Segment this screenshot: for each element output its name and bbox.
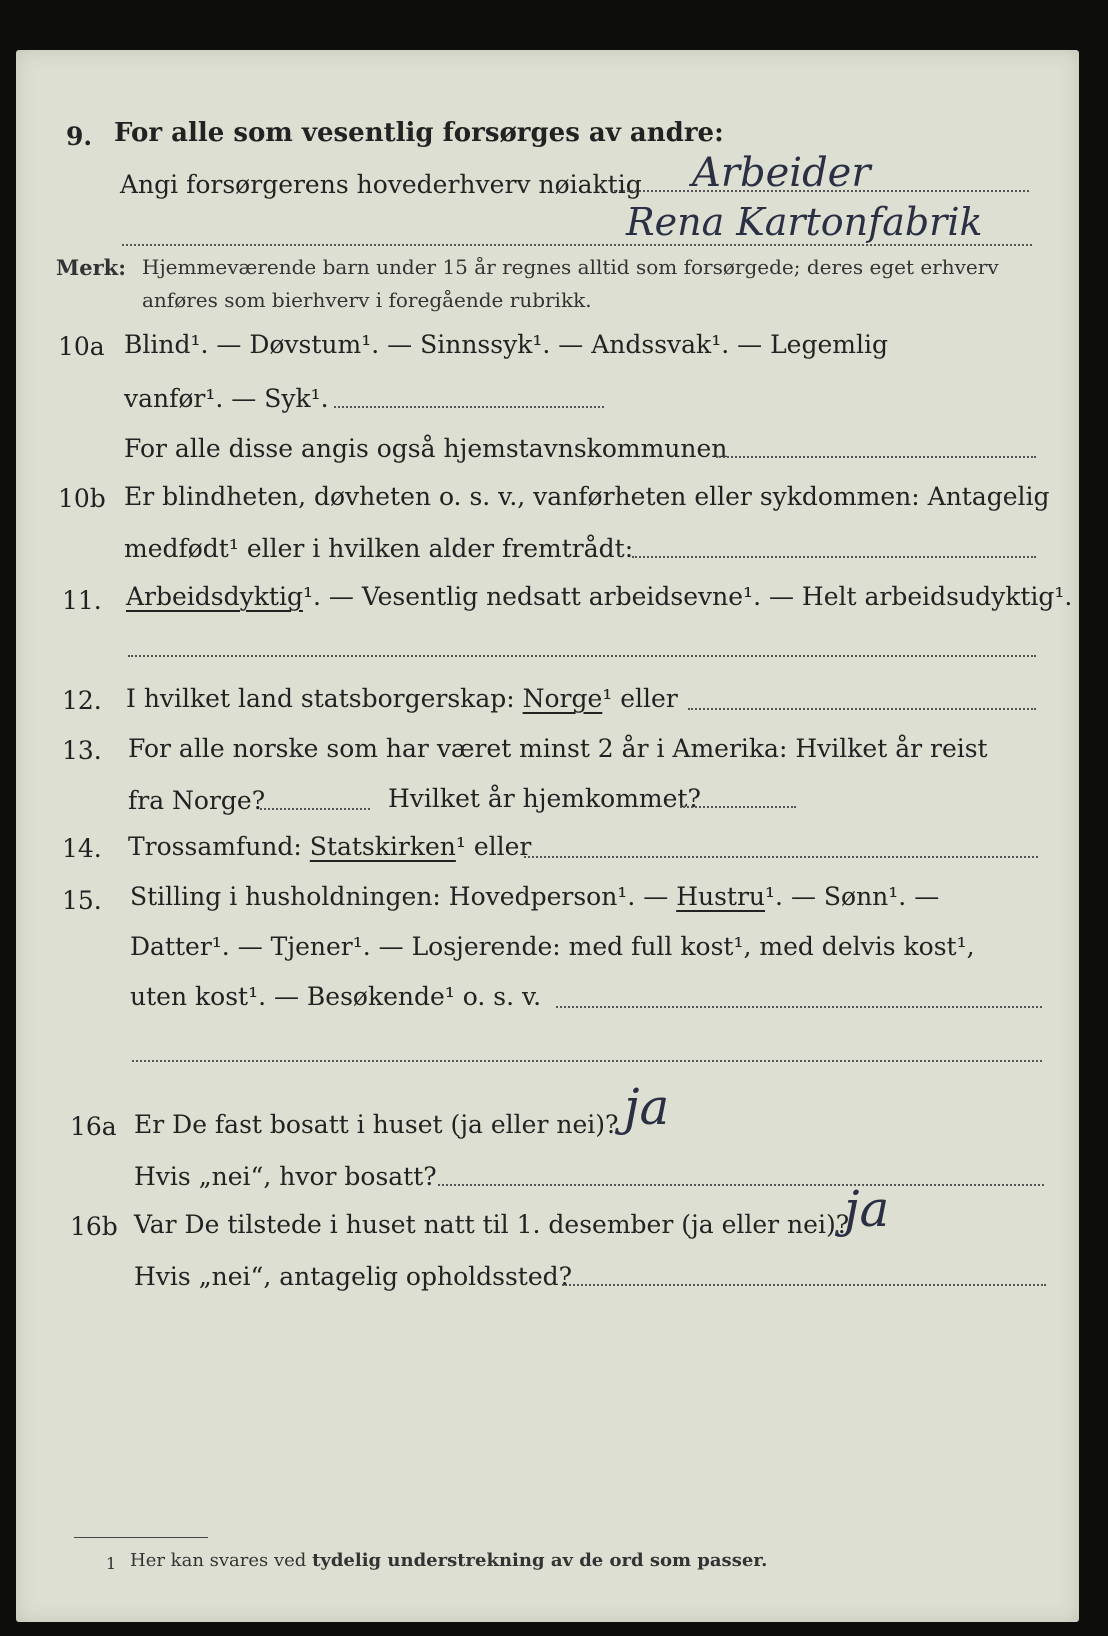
q14-pre: Trossamfund: — [128, 832, 302, 861]
q10a-line3: For alle disse angis også hjemstavnskommunen — [124, 434, 728, 463]
q13-answer-line-a — [260, 808, 370, 810]
q15-line1 — [130, 882, 939, 911]
q13-line2a: fra Norge? — [128, 786, 266, 815]
merk-line2: anføres som bierhverv i foregående rubrikk. — [142, 288, 592, 312]
footnote-mark: 1 — [106, 1554, 117, 1573]
q12-number: 12. — [62, 686, 102, 715]
q15-number: 15. — [62, 886, 102, 915]
q16b-answer-line — [562, 1284, 1046, 1286]
q16b-answer: ja — [844, 1180, 890, 1238]
q11-number: 11. — [62, 586, 102, 615]
q10a-answer-line3 — [716, 456, 1036, 458]
q9-answer-occupation: Arbeider — [692, 150, 871, 196]
footnote-text — [130, 1550, 767, 1571]
q13-line2b: Hvilket år hjemkommet? — [388, 784, 701, 813]
q10b-number: 10b — [58, 484, 106, 513]
q14-answer-line — [524, 856, 1038, 858]
q12-line — [126, 684, 678, 713]
q12-post: ¹ eller — [602, 684, 678, 713]
q9-answer-line2 — [122, 244, 1032, 246]
q15-answer-line2 — [132, 1060, 1042, 1062]
q16a-line2: Hvis „nei“, hvor bosatt? — [134, 1162, 437, 1191]
q12-pre: I hvilket land statsborgerskap: — [126, 684, 515, 713]
footnote-text-pre: Her kan svares ved — [130, 1550, 307, 1571]
q14-line — [128, 832, 531, 861]
q15-line3: uten kost¹. — Besøkende¹ o. s. v. — [130, 982, 542, 1011]
q10b-answer-line — [632, 556, 1036, 558]
q10a-line2: vanfør¹. — Syk¹. — [124, 384, 329, 413]
q11-underlined-answer: Arbeidsdyktig — [126, 582, 303, 611]
q10a-answer-line — [334, 406, 604, 408]
q16b-number: 16b — [70, 1212, 118, 1241]
q13-answer-line-b — [680, 806, 796, 808]
q15-line1a: Stilling i husholdningen: Hovedperson¹. — — [130, 882, 669, 911]
q10b-line2: medfødt¹ eller i hvilken alder fremtrådt: — [124, 534, 634, 563]
q15-line1b: ¹. — Sønn¹. — — [765, 882, 940, 911]
q10b-line1: Er blindheten, døvheten o. s. v., vanførheten eller sykdommen: Antagelig — [124, 482, 1050, 511]
q14-post: ¹ eller — [455, 832, 532, 861]
q15-line2: Datter¹. — Tjener¹. — Losjerende: med full kost¹, med delvis kost¹, — [130, 932, 975, 961]
q9-heading: For alle som vesentlig forsørges av andre: — [114, 118, 724, 148]
q9-answer-employer: Rena Kartonfabrik — [626, 200, 983, 244]
q16a-answer-line — [438, 1184, 1044, 1186]
merk-line1: Hjemmeværende barn under 15 år regnes alltid som forsørgede; deres eget erhverv — [142, 255, 999, 279]
q9-line: Angi forsørgerens hovederhverv nøiaktig — [120, 170, 642, 199]
q11-line — [126, 582, 1072, 611]
q14-number: 14. — [62, 834, 102, 863]
q16a-answer: ja — [624, 1078, 670, 1136]
census-form-page — [16, 50, 1079, 1622]
q15-underlined-answer: Hustru — [676, 882, 766, 911]
q12-underlined-answer: Norge — [522, 684, 603, 713]
q12-answer-line — [688, 708, 1036, 710]
merk-label: Merk: — [56, 255, 126, 280]
q10a-line1: Blind¹. — Døvstum¹. — Sinnssyk¹. — Andssvak¹. — Legemlig — [124, 330, 888, 359]
q10a-number: 10a — [58, 332, 105, 361]
q9-number: 9. — [66, 122, 93, 151]
footnote-rule — [74, 1537, 208, 1538]
q16a-line1: Er De fast bosatt i huset (ja eller nei)? — [134, 1110, 619, 1139]
q16b-line2: Hvis „nei“, antagelig opholdssted? — [134, 1262, 573, 1291]
q13-number: 13. — [62, 736, 102, 765]
q16b-line1: Var De tilstede i huset natt til 1. desember (ja eller nei)? — [134, 1210, 850, 1239]
q15-answer-line — [556, 1006, 1042, 1008]
q11-rest: ¹. — Vesentlig nedsatt arbeidsevne¹. — Helt arbeidsudyktig¹. — [302, 582, 1073, 611]
q13-line1: For alle norske som har været minst 2 år i Amerika: Hvilket år reist — [128, 734, 988, 763]
q11-answer-line — [128, 655, 1036, 657]
q16a-number: 16a — [70, 1112, 117, 1141]
q14-underlined-answer: Statskirken — [309, 832, 456, 861]
footnote-text-bold: tydelig understrekning av de ord som passer. — [312, 1550, 768, 1571]
